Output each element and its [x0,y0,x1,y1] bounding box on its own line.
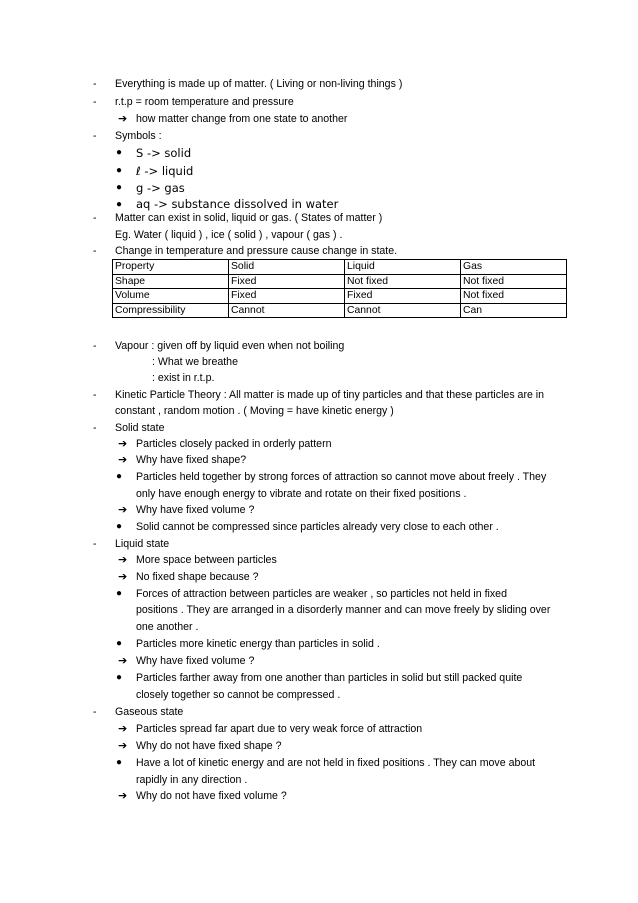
text-line: Why have fixed volume ? [136,504,255,516]
section-heading: Liquid state [115,538,170,550]
section-heading: Solid state [115,422,165,434]
table-cell: Property [113,260,229,275]
text-line: Kinetic Particle Theory : All matter is made up of tiny particles and that these particles are in [115,389,545,401]
text-line: r.t.p = room temperature and pressure [115,96,294,108]
text-line: Why do not have fixed volume ? [136,790,287,802]
table-row [113,289,567,304]
text-line: Matter can exist in solid, liquid or gas. ( States of matter ) [115,212,383,224]
arrow-right-icon: ➔ [118,723,128,735]
text-line: : exist in r.t.p. [152,372,215,384]
arrow-right-icon: ➔ [118,438,128,450]
bullet-icon: ● [116,521,123,532]
list-dash: - [93,212,97,224]
table-cell: Compressibility [113,303,229,318]
bullet-icon: ● [116,471,123,482]
arrow-right-icon: ➔ [118,454,128,466]
bullet-icon: ● [116,638,123,649]
text-line: constant , random motion . ( Moving = have kinetic energy ) [115,405,394,417]
text-line: Forces of attraction between particles are weaker , so particles not held in fixed [136,588,507,600]
text-line: Why do not have fixed shape ? [136,740,282,752]
list-dash: - [93,78,97,90]
table-cell: Liquid [345,260,461,275]
arrow-right-icon: ➔ [118,655,128,667]
text-line: : What we breathe [152,356,238,368]
arrow-right-icon: ➔ [118,554,128,566]
text-line: Why have fixed volume ? [136,655,255,667]
list-dash: - [93,130,97,142]
table-row [113,303,567,318]
list-dash: - [93,389,97,401]
text-line: Particles more kinetic energy than particles in solid . [136,638,380,650]
list-dash: - [93,96,97,108]
table-cell: Shape [113,274,229,289]
table-cell: Can [461,303,567,318]
text-line: Particles spread far apart due to very weak force of attraction [136,723,423,735]
table-cell: Not fixed [461,289,567,304]
text-line: how matter change from one state to another [136,113,348,125]
symbol-item: S -> solid [136,146,192,160]
text-line: one another . [136,621,199,633]
table-cell: Solid [229,260,345,275]
bullet-icon: ● [116,588,123,599]
text-line: More space between particles [136,554,277,566]
arrow-right-icon: ➔ [118,571,128,583]
list-dash: - [93,245,97,257]
bullet-icon: ● [116,199,123,210]
list-dash: - [93,340,97,352]
arrow-right-icon: ➔ [118,790,128,802]
text-line: Why have fixed shape? [136,454,247,466]
symbol-item: ℓ -> liquid [136,164,194,178]
arrow-right-icon: ➔ [118,740,128,752]
table-cell: Volume [113,289,229,304]
table-cell: Not fixed [461,274,567,289]
text-line: Solid cannot be compressed since particles already very close to each other . [136,521,499,533]
section-heading: Gaseous state [115,706,184,718]
table-cell: Cannot [229,303,345,318]
table-cell: Fixed [229,274,345,289]
list-dash: - [93,706,97,718]
bullet-icon: ● [116,147,123,158]
table-cell: Fixed [229,289,345,304]
text-line: Have a lot of kinetic energy and are not held in fixed positions . They can move about [136,757,536,769]
text-line: Everything is made up of matter. ( Living or non-living things ) [115,78,403,90]
states-table [112,259,567,318]
text-line: Particles closely packed in orderly pattern [136,438,332,450]
table-row [113,274,567,289]
text-line: Particles farther away from one another than particles in solid but still packed quite [136,672,523,684]
bullet-icon: ● [116,672,123,683]
bullet-icon: ● [116,165,123,176]
list-dash: - [93,422,97,434]
table-cell: Cannot [345,303,461,318]
text-line: Vapour : given off by liquid even when not boiling [115,340,345,352]
symbol-item: aq -> substance dissolved in water [136,197,339,211]
text-line: closely together so cannot be compressed . [136,689,341,701]
bullet-icon: ● [116,182,123,193]
table-cell: Not fixed [345,274,461,289]
text-line: Eg. Water ( liquid ) , ice ( solid ) , vapour ( gas ) . [115,229,343,241]
table-header-row [113,260,567,275]
text-line: Particles held together by strong forces of attraction so cannot move about freely . They [136,471,547,483]
list-dash: - [93,538,97,550]
text-line: rapidly in any direction . [136,774,248,786]
bullet-icon: ● [116,757,123,768]
table-cell: Gas [461,260,567,275]
symbol-item: g -> gas [136,181,185,195]
arrow-right-icon: ➔ [118,113,128,125]
text-line: positions . They are arranged in a disorderly manner and can move freely by sliding over [136,604,551,616]
text-line: only have enough energy to vibrate and rotate on their fixed positions . [136,488,467,500]
text-line: Symbols : [115,130,162,142]
text-line: Change in temperature and pressure cause change in state. [115,245,398,257]
table-cell: Fixed [345,289,461,304]
text-line: No fixed shape because ? [136,571,259,583]
arrow-right-icon: ➔ [118,504,128,516]
